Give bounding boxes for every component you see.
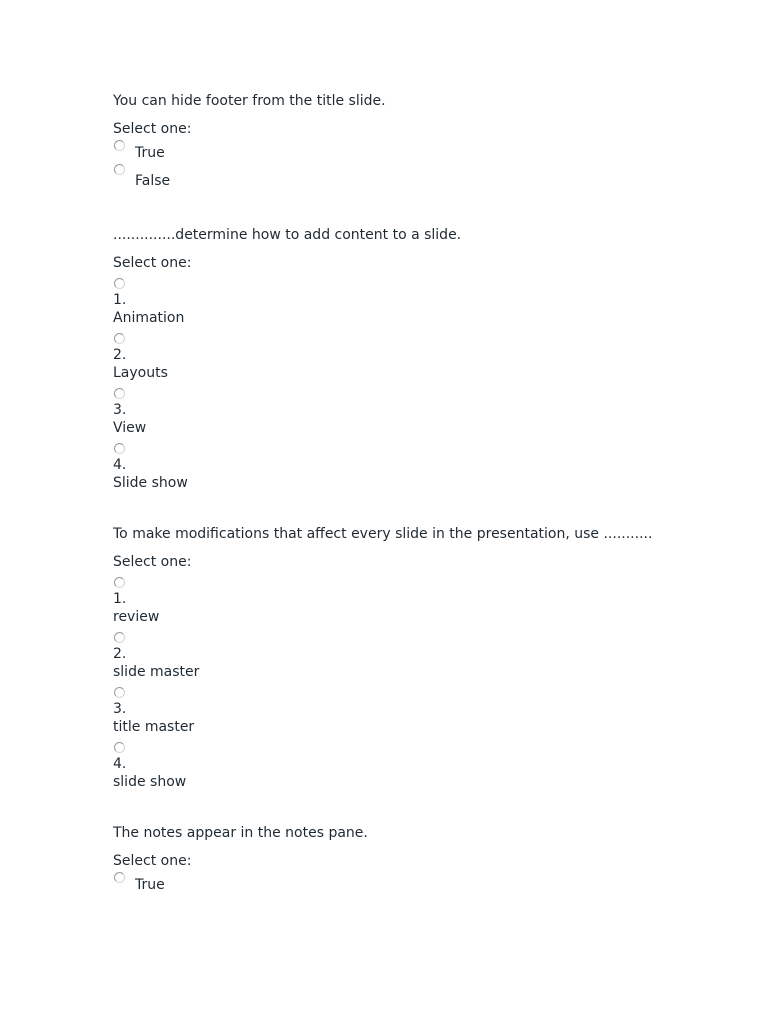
select-one-label: Select one: (113, 853, 192, 869)
radio-button[interactable] (114, 742, 125, 753)
radio-button[interactable] (114, 164, 125, 175)
option-label: review (113, 609, 160, 625)
option-2[interactable] (113, 626, 653, 681)
option-number: 4. (113, 457, 127, 473)
question-3 (113, 525, 653, 791)
option-label: title master (113, 719, 195, 735)
option-number: 3. (113, 402, 127, 418)
option-2[interactable] (113, 327, 653, 382)
question-text: To make modifications that affect every slide in the presentation, use ........... (113, 526, 653, 542)
option-4[interactable] (113, 736, 653, 791)
radio-button[interactable] (114, 278, 125, 289)
option-3[interactable] (113, 681, 653, 736)
option-label: True (135, 877, 165, 893)
option-number: 3. (113, 701, 127, 717)
radio-button[interactable] (114, 632, 125, 643)
question-2 (113, 226, 653, 492)
option-number: 1. (113, 591, 127, 607)
select-one-label: Select one: (113, 121, 192, 137)
option-4[interactable] (113, 437, 653, 492)
radio-button[interactable] (114, 687, 125, 698)
option-label: Layouts (113, 365, 168, 381)
option-3[interactable] (113, 382, 653, 437)
radio-button[interactable] (114, 388, 125, 399)
option-number: 1. (113, 292, 127, 308)
option-label: False (135, 173, 171, 189)
question-text: The notes appear in the notes pane. (113, 825, 368, 841)
option-true[interactable] (113, 138, 653, 162)
radio-button[interactable] (114, 577, 125, 588)
option-label: slide master (113, 664, 200, 680)
option-false[interactable] (113, 162, 653, 189)
option-1[interactable] (113, 272, 653, 327)
radio-button[interactable] (114, 333, 125, 344)
option-label: slide show (113, 774, 187, 790)
option-number: 2. (113, 347, 127, 363)
option-true[interactable] (113, 870, 653, 894)
question-4 (113, 824, 653, 894)
option-number: 2. (113, 646, 127, 662)
radio-button[interactable] (114, 140, 125, 151)
radio-button[interactable] (114, 872, 125, 883)
option-label: Slide show (113, 475, 188, 491)
select-one-label: Select one: (113, 554, 192, 570)
question-text: ..............determine how to add content to a slide. (113, 227, 462, 243)
option-number: 4. (113, 756, 127, 772)
quiz-page (113, 92, 653, 894)
select-one-label: Select one: (113, 255, 192, 271)
option-label: Animation (113, 310, 185, 326)
option-label: True (135, 145, 165, 161)
question-text: You can hide footer from the title slide. (113, 93, 386, 109)
radio-button[interactable] (114, 443, 125, 454)
option-1[interactable] (113, 571, 653, 626)
question-1 (113, 92, 653, 189)
option-label: View (113, 420, 147, 436)
